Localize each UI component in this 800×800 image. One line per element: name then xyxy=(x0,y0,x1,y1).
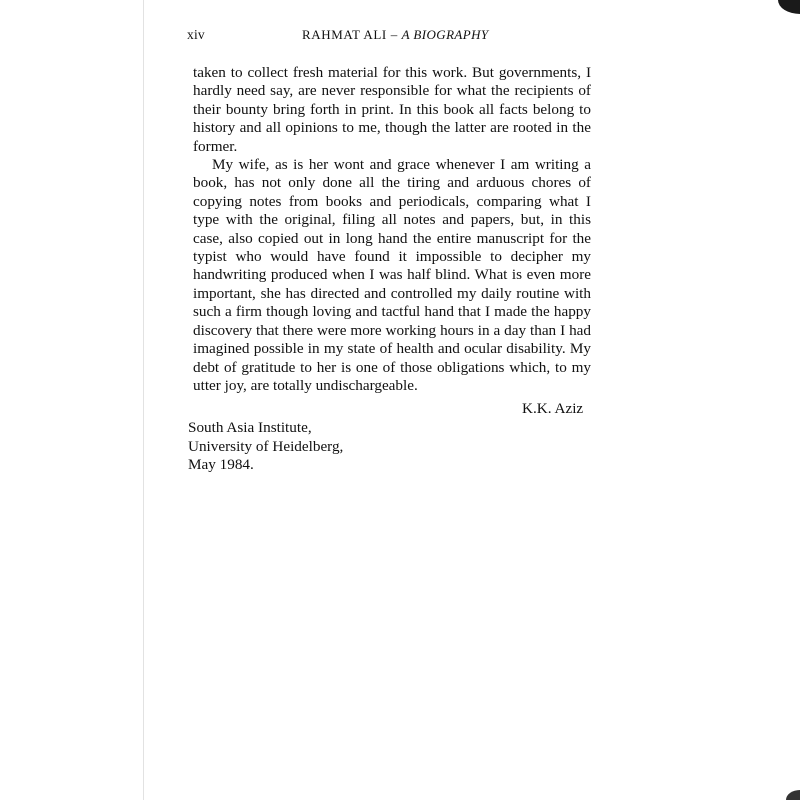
author-signature: K.K. Aziz xyxy=(522,400,584,417)
running-head-title: RAHMAT ALI xyxy=(302,27,387,42)
address-block xyxy=(188,419,343,475)
page-number: xiv xyxy=(187,27,205,42)
paragraph: taken to collect fresh material for this work. But governments, I hardly need say, are never responsible for what the recipients of their bounty bring forth in print. In this book all facts belong to history and all opinions to me, though the latter are rooted in the former. xyxy=(193,64,591,155)
running-head-subtitle: A BIOGRAPHY xyxy=(401,27,489,42)
body-text xyxy=(193,64,591,395)
page-corner-shadow xyxy=(786,790,800,800)
page-edge-line xyxy=(143,0,144,800)
address-line: University of Heidelberg, xyxy=(188,437,344,455)
running-head xyxy=(302,27,489,43)
page-corner-shadow xyxy=(778,0,800,14)
address-line: South Asia Institute, xyxy=(188,419,312,436)
date-line: May 1984. xyxy=(188,456,254,473)
running-head-separator: – xyxy=(386,27,402,42)
paragraph: My wife, as is her wont and grace whenever I am writing a book, has not only done all the tiring and arduous chores of copying notes from books and periodicals, comparing what I type with the original, filing all notes and papers, but, in this case, also copied out in long hand the entire manuscript for the typist who would have found it impossible to decipher my handwriting produced when I was half blind. What is even more important, she has directed and controlled my daily routine with such a firm though loving and tactful hand that I made the happy discovery that there were more working hours in a day than I had imagined possible in my state of health and ocular disability. My debt of gratitude to her is one of those obligations which, to my utter joy, are totally undischargeable. xyxy=(193,156,591,394)
